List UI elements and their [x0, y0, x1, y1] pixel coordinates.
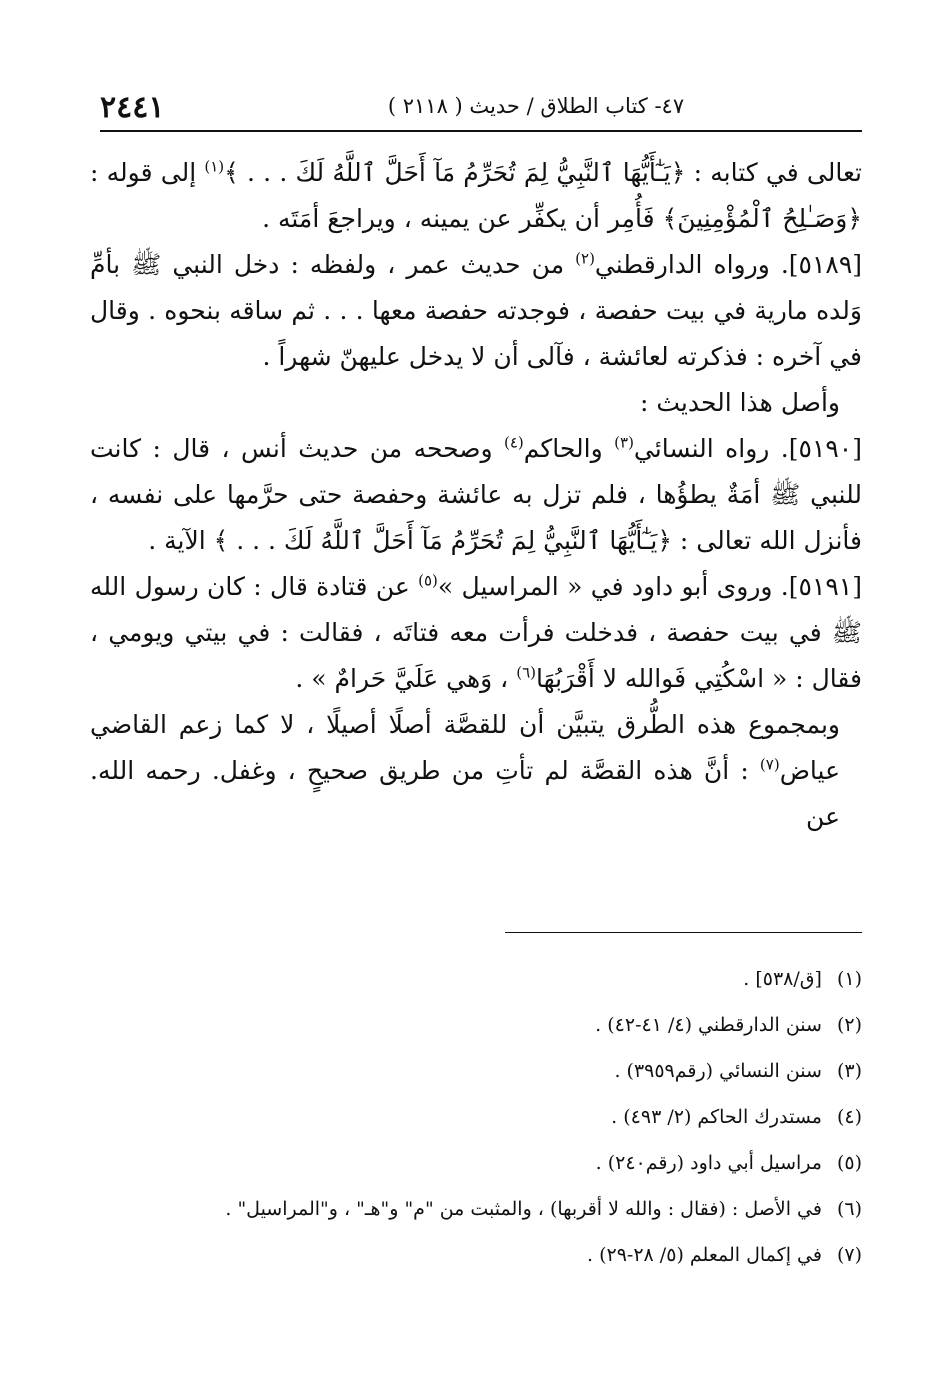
footnotes: [90, 956, 862, 1278]
footnote-number: (١): [836, 968, 862, 990]
quran-quote: ﴿يَـٰٓأَيُّهَا ٱلنَّبِيُّ لِمَ تُحَرِّمُ مَآ أَحَلَّ ٱللَّهُ لَكَ . . . ﴾: [213, 526, 672, 555]
paragraph-5191: [90, 564, 862, 702]
footnote-ref: (٧): [759, 755, 780, 774]
footnote-ref: (٥): [418, 571, 438, 590]
text-run: : أنَّ هذه القصَّة لم تأتِ من طريق صحيحٍ ، وغفل. رحمه الله. عن: [90, 756, 840, 831]
paragraph-5189: [90, 242, 862, 380]
text-run: [٥١٩١]. وروى أبو داود في « المراسيل »: [437, 572, 862, 601]
footnote-number: (٧): [836, 1244, 862, 1266]
text-run: والحاكم: [523, 434, 615, 463]
footnote-number: (٢): [836, 1014, 862, 1036]
footnote-number: (٣): [836, 1060, 862, 1082]
main-text: [90, 150, 862, 840]
text-run: الآية .: [148, 526, 214, 555]
quran-quote: ﴿وَصَـٰلِحُ ٱلْمُؤْمِنِينَ﴾: [662, 204, 862, 233]
text-run: عن قتادة قال : كان رسول الله ﷺ في بيت حفصة ، فدخلت فرأت معه فتاتَه ، فقالت : في بيتي ويومي ، فقال : « اسْكُتِي فَوالله لا أَقْرَبُهَا: [90, 572, 862, 693]
footnote-text: [ق/٥٣٨] .: [743, 968, 822, 990]
text-run: [٥١٩٠]. رواه النسائي: [633, 434, 862, 463]
footnote-ref: (٣): [614, 433, 634, 452]
text-run: إلى قوله :: [90, 158, 205, 187]
footnote-1: [90, 956, 862, 1002]
footnote-4: [90, 1094, 862, 1140]
footnote-text: في إكمال المعلم (٥/ ٢٨-٢٩) .: [587, 1244, 822, 1266]
text-run: وصححه من حديث أنس ، قال : كانت للنبي ﷺ أمَةٌ يطؤُها ، فلم تزل به عائشة وحفصة حتى حرَّمها على نفسه ، فأنزل الله تعالى :: [90, 434, 862, 555]
running-title: ٤٧- كتاب الطلاق / حديث ( ٢١١٨ ): [387, 94, 685, 118]
footnote-text: في الأصل : (فقال : والله لا أقربها) ، والمثبت من "م" و"هـ" ، و"المراسيل" .: [225, 1198, 822, 1220]
footnote-text: مستدرك الحاكم (٢/ ٤٩٣) .: [611, 1106, 822, 1128]
footnote-ref: (٦): [516, 663, 536, 682]
footnote-ref: (٢): [575, 249, 595, 268]
paragraph-5190: [90, 426, 862, 564]
footnote-ref: (٤): [503, 433, 524, 452]
page-header: [100, 84, 862, 132]
text-run: من حديث عمر ، ولفظه : دخل النبي ﷺ بأمِّ وَلده مارية في بيت حفصة ، فوجدته حفصة معها . . . ثم ساقه بنحوه . وقال في آخره : فذكرته لعائشة ، فآلى أن لا يدخل عليهنّ شهراً .: [90, 250, 862, 371]
footnote-number: (٤): [836, 1106, 862, 1128]
text-run: ، وَهي عَلَيَّ حَرامٌ » .: [295, 664, 517, 693]
footnote-7: [90, 1232, 862, 1278]
footnote-text: سنن الدارقطني (٤/ ٤١-٤٢) .: [595, 1014, 822, 1036]
page-number: ٢٤٤١: [100, 90, 165, 125]
paragraph-1: [90, 150, 862, 242]
footnote-6: [90, 1186, 862, 1232]
footnote-number: (٦): [836, 1198, 862, 1220]
text-run: [٥١٨٩]. ورواه الدارقطني: [594, 250, 863, 279]
footnote-number: (٥): [836, 1152, 862, 1174]
quran-quote: ﴿يَـٰٓأَيُّهَا ٱلنَّبِيُّ لِمَ تُحَرِّمُ مَآ أَحَلَّ ٱللَّهُ لَكَ . . . ﴾: [224, 158, 686, 187]
paragraph-conclusion: [90, 702, 862, 840]
header-rule: [100, 130, 862, 132]
text-run: فَأُمِر أن يكفِّر عن يمينه ، ويراجعَ أمَتَه .: [262, 204, 663, 233]
footnote-separator: [505, 932, 862, 933]
text-run: وبمجموع هذه الطُّرق يتبيَّن أن للقصَّة أصلًا أصيلًا ، لا كما زعم القاضي عياض: [90, 710, 840, 785]
footnote-2: [90, 1002, 862, 1048]
text-run: تعالى في كتابه :: [685, 158, 863, 187]
footnote-text: مراسيل أبي داود (رقم٢٤٠) .: [595, 1152, 822, 1174]
footnote-text: سنن النسائي (رقم٣٩٥٩) .: [614, 1060, 822, 1082]
footnote-ref: (١): [204, 157, 225, 176]
paragraph-origin: وأصل هذا الحديث :: [639, 388, 840, 417]
footnote-5: [90, 1140, 862, 1186]
footnote-3: [90, 1048, 862, 1094]
